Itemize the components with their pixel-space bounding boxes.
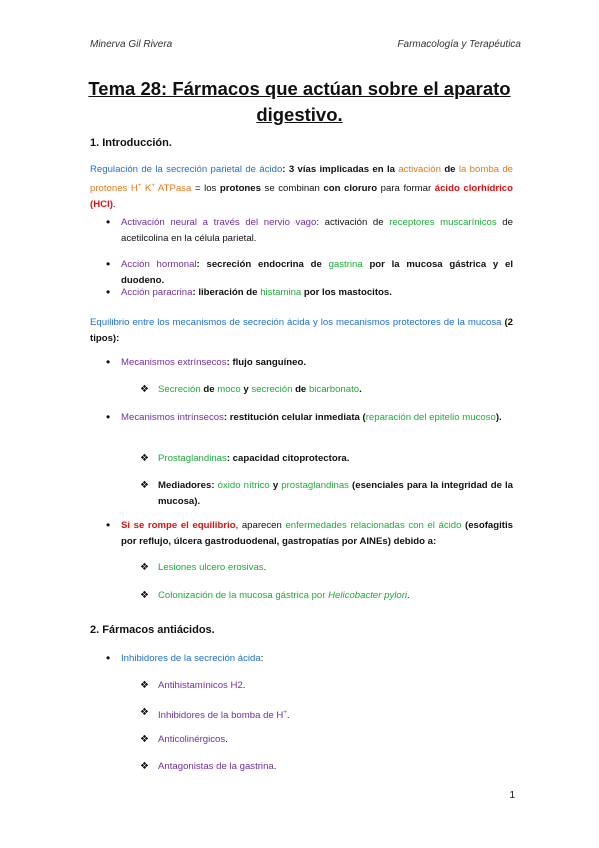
text-run: ácido clorhídrico (HCl) [90,183,513,211]
bullet-dot-icon: • [106,651,111,665]
text-run: Acción hormonal [121,259,197,270]
text-run: : capacidad citoprotectora. [226,453,350,464]
list-item [106,355,513,371]
text-run: ). [495,412,502,423]
text-run: . [286,710,290,722]
diamond-bullet-icon: ❖ [140,562,149,573]
text-run: Secreción [158,384,201,395]
text-run: enfermedades relacionadas con el ácido [285,520,462,531]
list-item [140,705,513,724]
text-run: óxido nítrico [217,480,270,491]
diamond-bullet-icon: ❖ [140,680,149,691]
list-item [140,478,513,510]
text-run: Inhibidores de la secreción ácida [121,653,261,664]
list-item [106,410,513,426]
text-run: : [211,480,218,491]
text-run: Mediadores [158,480,212,491]
paragraph-regulacion [90,162,513,213]
bullet-dot-icon: • [106,518,111,532]
section-heading-introduccion: 1. Introducción. [90,137,172,149]
text-run: Regulación de la secreción parietal de ácido [90,164,283,175]
text-run: , aparecen [235,520,286,531]
text-run: por la mucosa gástrica y el duodeno. [121,259,514,286]
paragraph-equilibrio [90,315,513,347]
text-run: : liberación de [192,287,261,298]
list-item [106,285,513,301]
text-run: receptores muscarínicos [389,217,497,228]
text-run: Si se rompe el equilibrio [121,520,236,531]
diamond-bullet-icon: ❖ [140,480,149,491]
text-run: se combinan [260,183,324,195]
text-run: Prostaglandinas [158,453,227,464]
text-run: gastrina [328,259,363,270]
text-run: . [407,590,410,601]
text-run: K [141,183,152,195]
diamond-bullet-icon: ❖ [140,453,149,464]
list-item [140,732,513,748]
title-line-2: digestivo. [256,104,343,125]
text-run: (esenciales para la integridad de la mucosa). [158,480,513,507]
diamond-bullet-icon: ❖ [140,761,149,772]
text-run: Mecanismos intrínsecos [121,412,224,423]
text-run: = los [191,183,220,195]
text-run: . [273,761,277,772]
text-run: : flujo sanguíneo. [226,357,306,368]
text-run: y [269,480,282,491]
text-run: : secreción endocrina de [196,259,329,270]
list-item [140,759,513,775]
text-run: de [292,384,309,395]
text-run: la bomba de protones H [90,164,514,195]
bullet-dot-icon: • [106,410,111,424]
header-subject: Farmacología y Terapéutica [397,39,521,50]
list-item [106,518,513,550]
text-run: secreción [251,384,293,395]
text-run: protones [219,183,261,195]
bullet-dot-icon: • [106,215,111,229]
text-run: Helicobacter pylori [328,590,408,601]
text-run: prostaglandinas [281,480,349,491]
text-run: Inhibidores de la bomba de H [158,710,284,722]
text-run: Activación neural a través del nervio vago [121,217,317,228]
text-run: . [242,680,246,691]
text-run: Colonización de la mucosa gástrica por [158,590,329,601]
text-run: Mecanismos extrínsecos [121,357,227,368]
text-run: . [112,199,116,211]
text-run: Lesiones ulcero erosivas [158,562,264,573]
section-heading-antiacidos: 2. Fármacos antiácidos. [90,624,215,636]
text-run: Antihistamínicos H2 [158,680,243,691]
text-run: de [200,384,218,395]
text-run: de [440,164,459,175]
text-run: (2 tipos): [90,317,513,344]
header-author: Minerva Gil Rivera [90,39,173,50]
diamond-bullet-icon: ❖ [140,590,149,601]
text-run: Antagonistas de la gastrina [158,761,274,772]
list-item [140,560,513,576]
text-run: : [260,653,264,664]
diamond-bullet-icon: ❖ [140,384,149,395]
list-item [106,215,513,247]
text-run: (esofagitis por reflujo, úlcera gastroduodenal, gastropatías por AINEs) debido a: [121,520,513,547]
list-item [140,678,513,694]
diamond-bullet-icon: ❖ [140,734,149,745]
text-run: ATPasa [154,183,192,195]
text-run: : 3 vías implicadas en la [282,164,399,175]
text-run: reparación del epitelio mucoso [365,412,496,423]
text-run: : restitución celular inmediata ( [223,412,366,423]
list-item [140,588,513,604]
text-run: . [359,384,362,395]
text-run: con cloruro [323,183,378,195]
text-run: + [137,183,142,189]
list-item [140,451,513,467]
text-run: activación [398,164,441,175]
text-run: . [263,562,267,573]
text-run: Anticolinérgicos [158,734,226,745]
text-run: para formar [377,183,435,195]
text-run: Acción paracrina [121,287,193,298]
text-run: Equilibrio entre los mecanismos de secreción ácida y los mecanismos protectores de la mucosa [90,317,502,328]
list-item [106,651,513,667]
text-run: + [283,710,287,716]
text-run: . [225,734,228,745]
text-run: : activación de [316,217,390,228]
text-run: por los mastocitos. [301,287,392,298]
text-run: de acetilcolina en la célula parietal. [121,217,513,244]
text-run: moco [217,384,241,395]
text-run: bicarbonato [308,384,360,395]
bullet-dot-icon: • [106,285,111,299]
title-line-1: Tema 28: Fármacos que actúan sobre el aparato [88,78,511,99]
bullet-dot-icon: • [106,257,111,271]
text-run: + [151,183,155,189]
diamond-bullet-icon: ❖ [140,707,149,718]
text-run: histamina [260,287,302,298]
list-item [140,382,513,398]
bullet-dot-icon: • [106,355,111,369]
page-number: 1 [509,790,515,801]
text-run: y [240,384,252,395]
document-title [0,76,599,128]
